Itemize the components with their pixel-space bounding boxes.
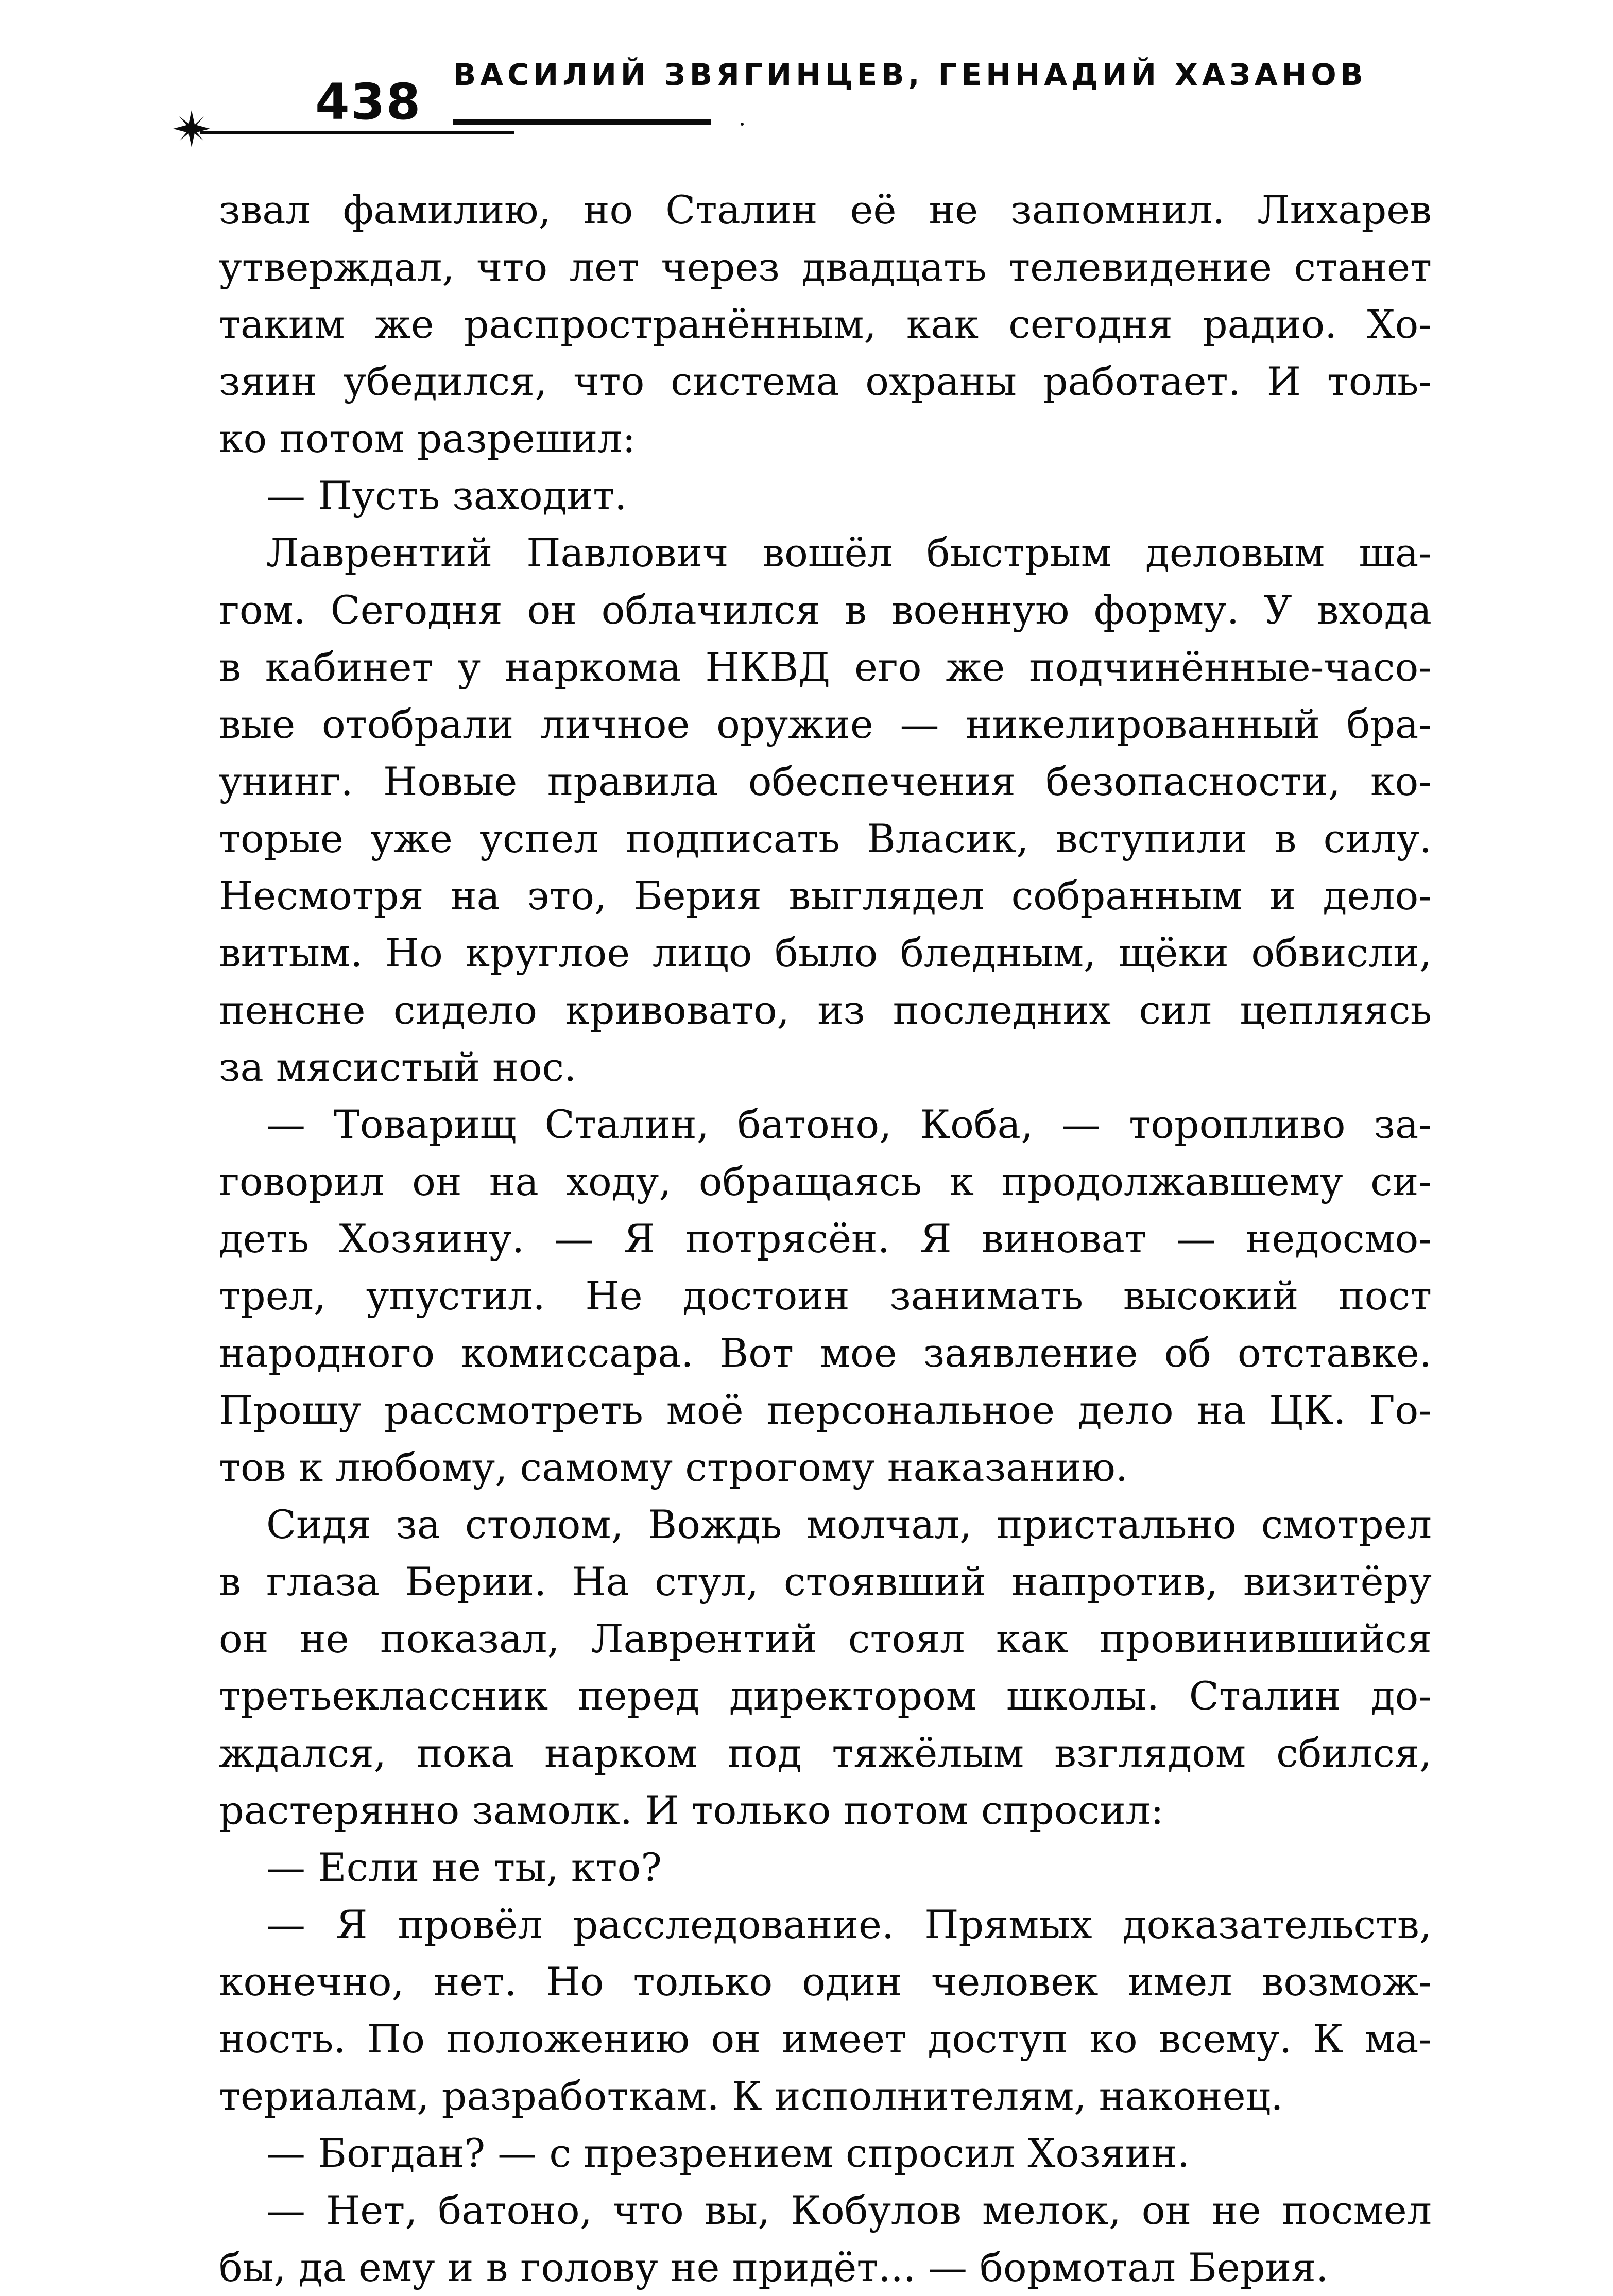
text-line: Лаврентий Павлович вошёл быстрым деловым ша- — [266, 530, 1432, 576]
text-line: он не показал, Лаврентий стоял как провинившийся — [219, 1616, 1432, 1662]
text-line: конечно, нет. Но только один человек имел возмож- — [219, 1959, 1432, 2005]
text-line: деть Хозяину. — Я потрясён. Я виноват — недосмо- — [219, 1216, 1432, 1262]
text-line: — Я провёл расследование. Прямых доказательств, — [266, 1902, 1432, 1947]
text-line: в кабинет у наркома НКВД его же подчинённые-часо- — [219, 644, 1432, 690]
text-line: пенсне сидело кривовато, из последних сил цепляясь — [219, 987, 1432, 1033]
text-line: утверждал, что лет через двадцать телевидение станет — [219, 244, 1432, 290]
text-line: — Если не ты, кто? — [266, 1844, 662, 1890]
text-line: бы, да ему и в голову не придёт... — бормотал Берия. — [219, 2245, 1329, 2290]
body-text — [219, 181, 1432, 2296]
text-line: третьеклассник перед директором школы. Сталин до- — [219, 1673, 1432, 1719]
text-line: таким же распространённым, как сегодня радио. Хо- — [219, 301, 1432, 347]
star-icon — [171, 108, 212, 149]
text-line: тов к любому, самому строгому наказанию. — [219, 1444, 1128, 1490]
text-line: Прошу рассмотреть моё персональное дело на ЦК. Го- — [219, 1387, 1432, 1433]
text-line: — Пусть заходит. — [266, 473, 627, 519]
text-line: за мясистый нос. — [219, 1044, 577, 1090]
header-rule — [200, 131, 514, 134]
text-line: — Товарищ Сталин, батоно, Коба, — торопливо за- — [266, 1101, 1432, 1147]
text-line: в глаза Берии. На стул, стоявший напротив, визитёру — [219, 1559, 1432, 1604]
text-line: унинг. Новые правила обеспечения безопасности, ко- — [219, 758, 1432, 804]
text-line: витым. Но круглое лицо было бледным, щёки обвисли, — [219, 930, 1432, 976]
page-number: 438 — [315, 73, 422, 131]
text-line: Сидя за столом, Вождь молчал, пристально смотрел — [266, 1501, 1432, 1547]
text-line: ность. По положению он имеет доступ ко всему. К ма- — [219, 2016, 1432, 2062]
text-line: ждался, пока нарком под тяжёлым взглядом сбился, — [219, 1730, 1432, 1776]
text-line: — Богдан? — с презрением спросил Хозяин. — [266, 2130, 1190, 2176]
text-line: вые отобрали личное оружие — никелированный бра- — [219, 701, 1432, 747]
text-line: гом. Сегодня он облачился в военную форму. У входа — [219, 587, 1432, 633]
text-line: торые уже успел подписать Власик, вступили в силу. — [219, 816, 1432, 861]
text-line: ко потом разрешил: — [219, 416, 636, 461]
text-line: народного комиссара. Вот мое заявление об отставке. — [219, 1330, 1432, 1376]
text-line: трел, упустил. Не достоин занимать высокий пост — [219, 1273, 1432, 1319]
text-line: звал фамилию, но Сталин её не запомнил. Лихарев — [219, 187, 1432, 233]
text-line: говорил он на ходу, обращаясь к продолжавшему си- — [219, 1159, 1432, 1204]
text-line: Несмотря на это, Берия выглядел собранным и дело- — [219, 873, 1432, 919]
text-line: — Нет, батоно, что вы, Кобулов мелок, он не посмел — [266, 2187, 1432, 2233]
header-dot — [741, 123, 744, 126]
running-head: ВАСИЛИЙ ЗВЯГИНЦЕВ, ГЕННАДИЙ ХАЗАНОВ — [453, 57, 1367, 92]
text-line: растерянно замолк. И только потом спросил: — [219, 1787, 1164, 1833]
text-line: зяин убедился, что система охраны работает. И толь- — [219, 358, 1432, 404]
text-line: териалам, разработкам. К исполнителям, наконец. — [219, 2073, 1283, 2119]
header-rule-bold — [453, 119, 711, 125]
